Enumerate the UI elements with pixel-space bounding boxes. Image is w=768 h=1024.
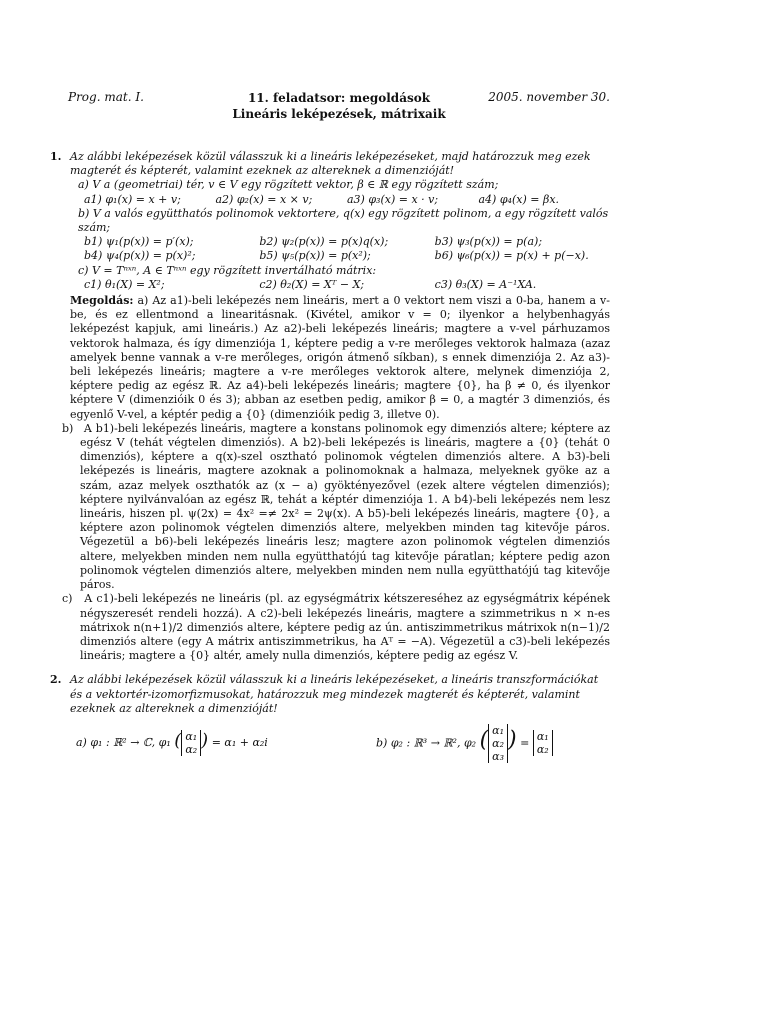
problem-1-intro: Az alábbi leképezések közül válasszuk ki a lineáris leképezéseket, majd határozzuk meg ezek magterét és képterét, valamint ezeknek az altereknek a dimenzióját!: [70, 150, 591, 178]
item-b6: b6) ψ₆(p(x)) = p(x) + p(−x).: [434, 249, 589, 263]
formula-a-vector: α₁ α₂: [181, 730, 201, 756]
problem-1c-items: [70, 278, 610, 292]
formula-b: b) φ₂ : ℝ³ → ℝ², φ₂ ( α₁ α₂ α₃) = α₁ α₂: [376, 724, 553, 763]
problem-1b: b) V a valós együtthatós polinomok vektortere, q(x) egy rögzített polinom, a egy rögzített valós szám;: [78, 206, 609, 235]
problem-1-number: 1.: [50, 150, 62, 163]
solution-1a-text: a) Az a1)-beli leképezés nem lineáris, mert a 0 vektort nem viszi a 0-ba, hanem a v-be, és ez ellentmond a linearitásnak. (Kivétel, amikor v = 0; ilyenkor a helybenhagyás leképezést kapjuk, ami lineáris.) Az a2)-beli leképezés lineáris; magtere a v-vel párhuzamos vektorok halmaza, és így dimenziója 1, képtere pedig a v-re merőleges vektorok halmaza (azaz amelyek benne vannak a v-re merőleges, origón átmenő síkban), s ennek dimenziója 2. Az a3)-beli leképezés lineáris; magtere a v-re merőleges vektorok altere, melynek dimenziója 2, képtere pedig az egész ℝ. Az a4)-beli leképezés lineáris; magtere {0}, ha β ≠ 0, és ilyenkor képtere V (dimenzióik 0 és 3); abban az esetben pedig, amikor β = 0, a magtér 3 dimenziós, és egyenlő V-vel, a képtér pedig a {0} (dimenzióik pedig 3, illetve 0).: [70, 294, 610, 421]
item-a1: a1) φ₁(x) = x + v;: [84, 192, 181, 206]
formula-b-left: b) φ₂ : ℝ³ → ℝ², φ₂: [376, 736, 477, 750]
item-a4: a4) φ₄(x) = βx.: [478, 192, 560, 206]
problem-2-number: 2.: [50, 673, 62, 687]
item-b2: b2) ψ₂(p(x)) = p(x)q(x);: [259, 235, 389, 249]
formula-b-equals: =: [520, 736, 530, 750]
solution-1: [50, 294, 610, 663]
item-b1: b1) ψ₁(p(x)) = p′(x);: [84, 235, 194, 249]
item-c2: c2) θ₂(X) = Xᵀ − X;: [259, 277, 365, 291]
problem-1a: a) V a (geometriai) tér, v ∈ V egy rögzített vektor, β ∈ ℝ egy rögzített szám;: [78, 178, 499, 192]
solution-1b-text: A b1)-beli leképezés lineáris, magtere a konstans polinomok egy dimenziós altere; képtere az egész V (tehát végtelen dimenziós). A b2)-beli leképezés is lineáris, magtere a {0} (tehát 0 dimenziós), képtere a q(x)-szel osztható polinomok végtelen dimenziós altere. A b3)-beli leképezés is lineáris, magtere azoknak a polinomoknak a halmaza, melyeknek gyöke az a szám, azaz melyek oszthatók az (x − a) gyöktényezővel (ezek altere végtelen dimenziós); képtere nyilvánvalóan az egész ℝ, tehát a képtér dimenziója 1. A b4)-beli leképezés nem lesz lineáris, hiszen pl. ψ(2x) = 4x² =≠ 2x² = 2ψ(x). A b5)-beli leképezés lineáris, magtere {0}, a képtere azon polinomok végtelen dimenziós altere, melyekben minden tag kitevője páros. Végezetül a b6)-beli leképezés lineáris lesz; magtere azon polinomok végtelen dimenziós altere, melyekben minden nem nulla együtthatójú tag kitevője páratlan; képtere pedig azon polinomok végtelen dimenziós altere, melyekben minden nem nulla együtthatójú tag kitevője páros.: [80, 421, 611, 592]
item-b4: b4) ψ₄(p(x)) = p(x)²;: [84, 249, 196, 263]
problem-2-formulas: [50, 724, 610, 763]
item-c3: c3) θ₃(X) = A⁻¹XA.: [434, 277, 537, 291]
problem-1b-items-row2: [70, 249, 610, 263]
item-b5: b5) ψ₅(p(x)) = p(x²);: [259, 249, 371, 263]
formula-b-vector: α₁ α₂ α₃: [488, 724, 508, 763]
sheet-title-line1: 11. feladatsor: megoldások: [247, 91, 431, 105]
formula-a-right: = α₁ + α₂i: [211, 736, 268, 750]
formula-a-left: a) φ₁ : ℝ² → ℂ, φ₁: [76, 736, 171, 750]
solution-1c: c) A c1)-beli leképezés ne lineáris (pl. az egységmátrix kétszereséhez az egységmátrix képének négyszeresét rendeli hozzá). A c2)-beli leképezés lineáris, magtere a szimmetrikus n × n-es mátrixok n(n+1)/2 dimenziós altere, képtere pedig az ún. antiszimmetrikus mátrixok n(n−1)/2 dimenziós altere (egy A mátrix antiszimmetrikus, ha Aᵀ = −A). Végezetül a c3)-beli leképezés lineáris; magtere a {0} altér, amely nulla dimenziós, képtere pedig az egész V.: [62, 592, 610, 663]
formula-a: a) φ₁ : ℝ² → ℂ, φ₁ ( α₁ α₂ ) = α₁ + α₂i: [76, 730, 268, 757]
sheet-date: 2005. november 30.: [488, 90, 610, 104]
document-body: [50, 150, 610, 763]
course-name: Prog. mat. I.: [68, 90, 144, 104]
problem-2-intro: Az alábbi leképezések közül válasszuk ki a lineáris leképezéseket, a lineáris transzformációkat és a vektortér-izomorfizmusokat, határozzuk meg mindezek magterét és képterét, valamint ezeknek az altereknek a dimenzióját!: [70, 673, 599, 715]
formula-b-result: α₁ α₂: [533, 730, 553, 756]
problem-1c: c) V = Tⁿˣⁿ, A ∈ Tⁿˣⁿ egy rögzített invertálható mátrix:: [78, 263, 377, 277]
item-c1: c1) θ₁(X) = X²;: [84, 277, 165, 291]
solution-label: Megoldás:: [70, 294, 134, 308]
solution-1a: [50, 294, 610, 422]
item-a3: a3) φ₃(x) = x · v;: [347, 192, 439, 206]
item-a2: a2) φ₂(x) = x × v;: [215, 192, 313, 206]
sheet-title-line2: Lineáris leképezések, mátrixaik: [232, 107, 446, 121]
solution-1b: b) A b1)-beli leképezés lineáris, magtere a konstans polinomok egy dimenziós altere; képtere az egész V (tehát végtelen dimenziós). A b2)-beli leképezés is lineáris, magtere a {0} (tehát 0 dimenziós), képtere a q(x)-szel osztható polinomok végtelen dimenziós altere. A b3)-beli leképezés is lineáris, magtere azoknak a polinomoknak a halmaza, melyeknek gyöke az a szám, azaz melyek oszthatók az (x − a) gyöktényezővel (ezek altere végtelen dimenziós); képtere nyilvánvalóan az egész ℝ, tehát a képtér dimenziója 1. A b4)-beli leképezés nem lesz lineáris, hiszen pl. ψ(2x) = 4x² =≠ 2x² = 2ψ(x). A b5)-beli leképezés lineáris, magtere {0}, a képtere azon polinomok végtelen dimenziós altere, melyekben minden tag kitevője páros. Végezetül a b6)-beli leképezés lineáris lesz; magtere azon polinomok végtelen dimenziós altere, melyekben minden nem nulla együtthatójú tag kitevője páratlan; képtere pedig azon polinomok végtelen dimenziós altere, melyekben minden nem nulla együtthatójú tag kitevője páros.: [62, 421, 611, 592]
solution-1c-text: A c1)-beli leképezés ne lineáris (pl. az egységmátrix kétszereséhez az egységmátrix képének négyszeresét rendeli hozzá). A c2)-beli leképezés lineáris, magtere a szimmetrikus n × n-es mátrixok n(n+1)/2 dimenziós altere, képtere pedig az ún. antiszimmetrikus mátrixok n(n−1)/2 dimenziós altere (egy A mátrix antiszimmetrikus, ha Aᵀ = −A). Végezetül a c3)-beli leképezés lineáris; magtere a {0} altér, amely nulla dimenziós, képtere pedig az egész V.: [80, 592, 610, 663]
problem-2: [50, 673, 610, 716]
problem-1: [50, 150, 610, 292]
problem-1a-items: [70, 193, 610, 207]
item-b3: b3) ψ₃(p(x)) = p(a);: [434, 235, 543, 249]
problem-1b-items-row1: [70, 235, 610, 249]
